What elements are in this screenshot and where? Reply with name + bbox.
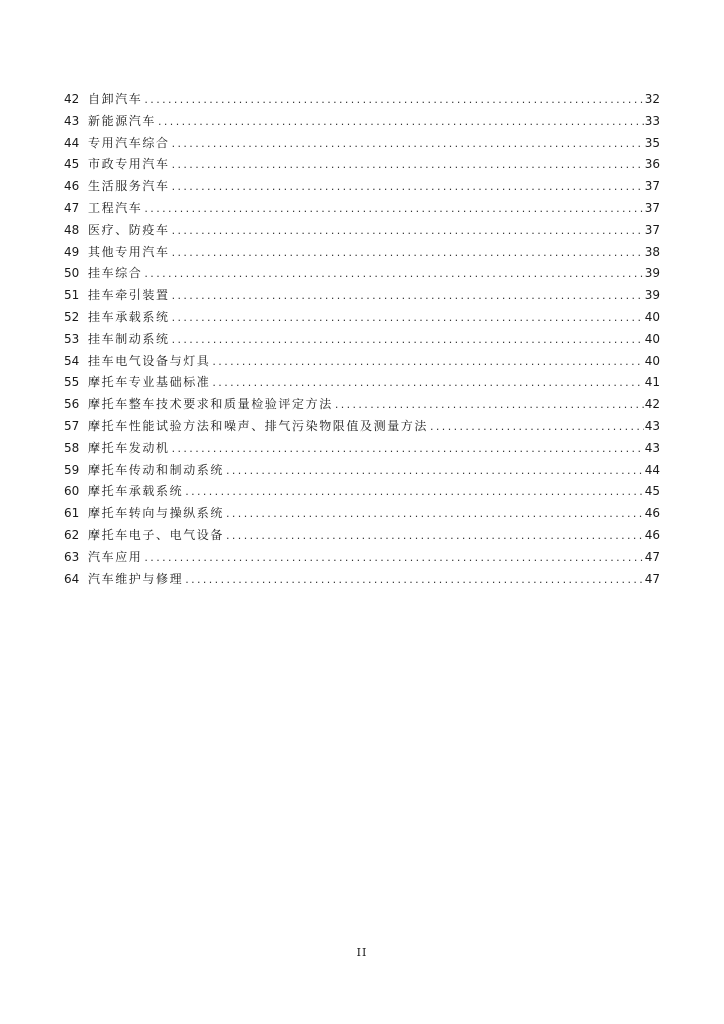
toc-dot-leader <box>428 416 644 438</box>
toc-entry-page: 43 <box>644 440 660 455</box>
toc-entry-number: 60 <box>64 484 80 499</box>
toc-entry[interactable] <box>64 394 660 416</box>
toc-dot-leader <box>224 525 644 547</box>
toc-entry-number: 57 <box>64 418 80 433</box>
toc-entry-title: 汽车维护与修理 <box>88 571 184 586</box>
toc-entry-page: 36 <box>644 157 660 172</box>
toc-dot-leader <box>333 394 644 416</box>
toc-entry-page: 32 <box>644 92 660 106</box>
toc-entry[interactable] <box>64 198 660 220</box>
toc-entry[interactable] <box>64 481 660 503</box>
toc-entry-page: 43 <box>644 418 660 433</box>
toc-entry[interactable] <box>64 460 660 482</box>
toc-entry-page: 47 <box>644 549 660 564</box>
toc-entry-title: 工程汽车 <box>88 200 143 215</box>
toc-entry-number: 48 <box>64 222 80 237</box>
toc-entry-number: 51 <box>64 288 80 303</box>
toc-entry-page: 41 <box>644 375 660 390</box>
toc-entry-title: 挂车牵引装置 <box>88 288 170 303</box>
toc-dot-leader <box>170 242 644 264</box>
toc-entry[interactable] <box>64 416 660 438</box>
toc-dot-leader <box>142 263 644 285</box>
toc-dot-leader <box>170 438 644 460</box>
toc-entry[interactable] <box>64 307 660 329</box>
toc-entry-number: 62 <box>64 527 80 542</box>
toc-entry-title: 挂车承载系统 <box>88 309 170 324</box>
toc-dot-leader <box>170 285 644 307</box>
toc-dot-leader <box>170 133 644 155</box>
toc-entry-page: 42 <box>644 397 660 412</box>
toc-dot-leader <box>170 329 644 351</box>
toc-entry-number: 61 <box>64 506 80 521</box>
toc-entry-title: 新能源汽车 <box>88 113 157 128</box>
toc-entry-number: 44 <box>64 135 80 150</box>
toc-dot-leader <box>142 547 644 569</box>
toc-entry-number: 46 <box>64 179 80 194</box>
toc-dot-leader <box>210 351 644 373</box>
page-number: II <box>356 946 368 959</box>
toc-entry-page: 46 <box>644 506 660 521</box>
toc-entry-page: 47 <box>644 571 660 586</box>
toc-entry[interactable] <box>64 372 660 394</box>
toc-entry-number: 63 <box>64 549 80 564</box>
toc-entry-page: 40 <box>644 331 660 346</box>
toc-entry-page: 39 <box>644 288 660 303</box>
toc-entry-number: 43 <box>64 113 80 128</box>
toc-entry-number: 59 <box>64 462 80 477</box>
toc-dot-leader <box>156 111 644 133</box>
toc-entry-page: 37 <box>644 222 660 237</box>
toc-entry-title: 挂车综合 <box>88 266 143 281</box>
toc-entry-number: 52 <box>64 309 80 324</box>
toc-entry-number: 53 <box>64 331 80 346</box>
toc-entry-title: 挂车制动系统 <box>88 331 170 346</box>
toc-entry-page: 37 <box>644 179 660 194</box>
toc-entry[interactable] <box>64 438 660 460</box>
toc-entry-number: 55 <box>64 375 80 390</box>
toc-entry-number: 45 <box>64 157 80 172</box>
toc-entry-page: 40 <box>644 353 660 368</box>
toc-entry-title: 市政专用汽车 <box>88 157 170 172</box>
toc-entry-number: 42 <box>64 92 80 106</box>
toc-entry-title: 自卸汽车 <box>88 92 143 106</box>
toc-entry[interactable] <box>64 569 660 591</box>
toc-entry-title: 医疗、防疫车 <box>88 222 170 237</box>
toc-entry-title: 摩托车整车技术要求和质量检验评定方法 <box>88 397 333 412</box>
toc-entry[interactable] <box>64 176 660 198</box>
toc-entry[interactable] <box>64 503 660 525</box>
toc-entry[interactable] <box>64 285 660 307</box>
toc-dot-leader <box>224 503 644 525</box>
toc-entry-title: 汽车应用 <box>88 549 143 564</box>
toc-entry-page: 37 <box>644 200 660 215</box>
toc-entry-title: 摩托车传动和制动系统 <box>88 462 225 477</box>
toc-dot-leader <box>170 220 644 242</box>
toc-entry-page: 46 <box>644 527 660 542</box>
toc-entry-title: 摩托车发动机 <box>88 440 170 455</box>
toc-entry-title: 摩托车专业基础标准 <box>88 375 211 390</box>
toc-entry[interactable] <box>64 242 660 264</box>
table-of-contents <box>64 89 660 590</box>
toc-entry[interactable] <box>64 547 660 569</box>
toc-entry-title: 摩托车承载系统 <box>88 484 184 499</box>
toc-entry[interactable] <box>64 351 660 373</box>
toc-dot-leader <box>170 176 644 198</box>
toc-entry-title: 专用汽车综合 <box>88 135 170 150</box>
toc-entry[interactable] <box>64 154 660 176</box>
toc-entry-page: 40 <box>644 309 660 324</box>
toc-dot-leader <box>183 569 644 591</box>
toc-dot-leader <box>224 460 644 482</box>
toc-entry-title: 生活服务汽车 <box>88 179 170 194</box>
toc-entry[interactable] <box>64 329 660 351</box>
toc-entry-page: 35 <box>644 135 660 150</box>
toc-entry-number: 49 <box>64 244 80 259</box>
toc-entry-number: 64 <box>64 571 80 586</box>
toc-entry-title: 挂车电气设备与灯具 <box>88 353 211 368</box>
toc-entry-title: 摩托车转向与操纵系统 <box>88 506 225 521</box>
toc-entry-number: 54 <box>64 353 80 368</box>
toc-entry[interactable] <box>64 263 660 285</box>
toc-entry-title: 其他专用汽车 <box>88 244 170 259</box>
toc-entry-page: 38 <box>644 244 660 259</box>
toc-entry-page: 44 <box>644 462 660 477</box>
toc-entry-number: 56 <box>64 397 80 412</box>
toc-entry-page: 33 <box>644 113 660 128</box>
toc-dot-leader <box>142 198 644 220</box>
toc-dot-leader <box>142 89 644 111</box>
toc-entry-page: 45 <box>644 484 660 499</box>
toc-entry-page: 39 <box>644 266 660 281</box>
toc-dot-leader <box>183 481 644 503</box>
toc-entry-number: 47 <box>64 200 80 215</box>
toc-entry-number: 58 <box>64 440 80 455</box>
toc-entry[interactable] <box>64 111 660 133</box>
toc-dot-leader <box>210 372 644 394</box>
toc-entry-title: 摩托车性能试验方法和噪声、排气污染物限值及测量方法 <box>88 418 429 433</box>
toc-entry-number: 50 <box>64 266 80 281</box>
toc-dot-leader <box>170 154 644 176</box>
toc-entry[interactable] <box>64 525 660 547</box>
toc-entry[interactable] <box>64 89 660 111</box>
toc-entry[interactable] <box>64 220 660 242</box>
toc-entry[interactable] <box>64 133 660 155</box>
toc-dot-leader <box>170 307 644 329</box>
toc-entry-title: 摩托车电子、电气设备 <box>88 527 225 542</box>
